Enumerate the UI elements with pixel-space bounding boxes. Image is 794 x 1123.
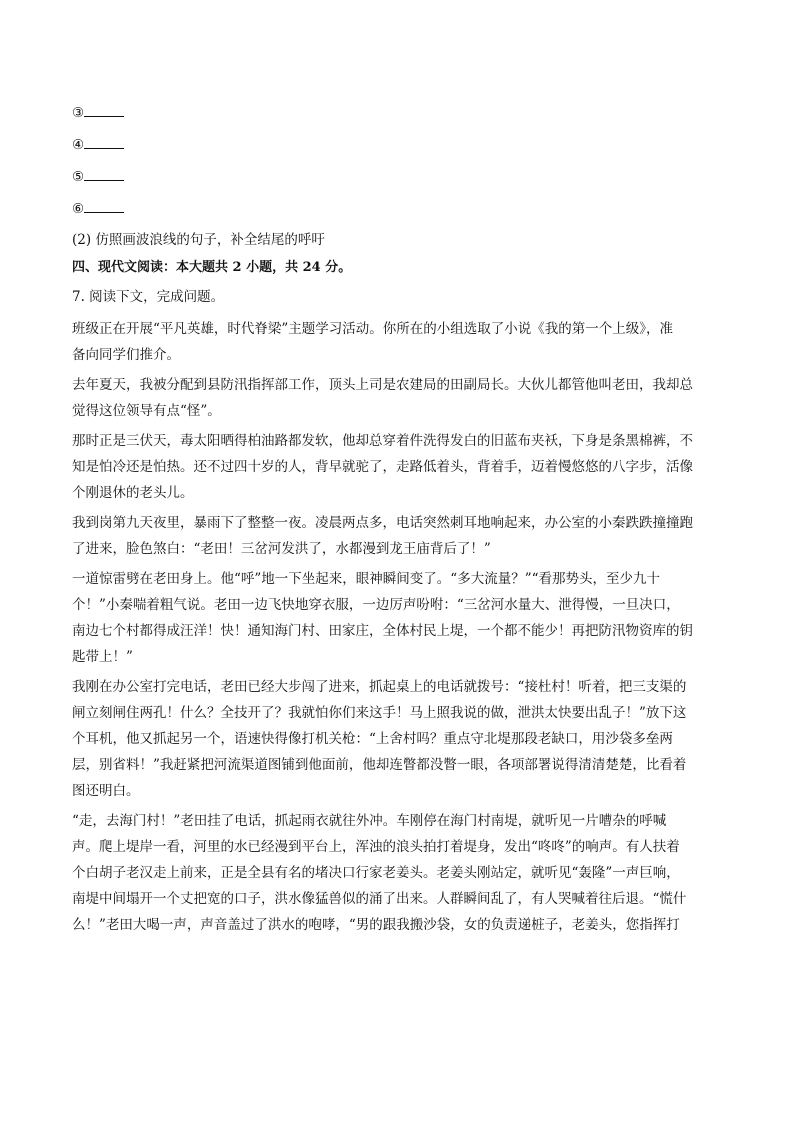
paragraph-line: 个刚退休的老头儿。 <box>72 485 194 501</box>
paragraph-line: 个！”小秦喘着粗气说。老田一边飞快地穿衣服，一边厉声吩咐：“三岔河水量大、泄得慢，一旦决口， <box>72 597 680 613</box>
answer-blank-4[interactable] <box>72 135 722 154</box>
answer-marker: ⑤ <box>72 169 85 185</box>
paragraph <box>72 674 722 804</box>
paragraph-line: 图还明白。 <box>72 783 140 799</box>
paragraph-line: 去年夏天，我被分配到县防汛指挥部工作，顶头上司是农建局的田副局长。大伙儿都管他叫老田，我却总 <box>72 377 693 393</box>
paragraph-line: 我到岗第九天夜里，暴雨下了整整一夜。凌晨两点多，电话突然刺耳地响起来，办公室的小秦跌跌撞撞跑 <box>72 515 693 531</box>
paragraph <box>72 510 722 562</box>
paragraph-line: 那时正是三伏天，毒太阳晒得柏油路都发软，他却总穿着件洗得发白的旧蓝布夹袄，下身是条黑棉裤，不 <box>72 433 693 449</box>
answer-blank-5[interactable] <box>72 167 722 186</box>
answer-underline[interactable] <box>84 103 124 117</box>
answer-underline[interactable] <box>84 135 124 149</box>
paragraph <box>72 372 722 424</box>
paragraph-line: 闸立刻闸住两孔！什么？全技开了？我就怕你们来这手！马上照我说的做，泄洪太快要出乱子！”放下这 <box>72 705 687 721</box>
paragraph-line: “走，去海门村！”老田挂了电话，抓起雨衣就往外冲。车刚停在海门村南堤，就听见一片嘈杂的呼喊 <box>72 813 667 829</box>
passage <box>72 316 722 938</box>
paragraph-line: 了进来，脸色煞白：“老田！三岔河发洪了，水都漫到龙王庙背后了！” <box>72 541 491 557</box>
paragraph-line: 匙带上！” <box>72 649 133 665</box>
paragraph-line: 一道惊雷劈在老田身上。他“呼”地一下坐起来，眼神瞬间变了。“多大流量？”“看那势头，至少九十 <box>72 571 661 587</box>
paragraph-line: 个耳机，他又抓起另一个，语速快得像打机关枪：“上舍村吗？重点守北堤那段老缺口，用沙袋多垒两 <box>72 731 673 747</box>
paragraph-line: 么！”老田大喝一声，声音盖过了洪水的咆哮，“男的跟我搬沙袋，女的负责递桩子，老姜头，您指挥打 <box>72 917 680 933</box>
answer-marker: ④ <box>72 137 85 153</box>
answer-marker: ③ <box>72 105 85 121</box>
paragraph <box>72 316 722 368</box>
paragraph-line: 声。爬上堤岸一看，河里的水已经漫到平台上，浑浊的浪头拍打着堤身，发出“咚咚”的响声。有人扶着 <box>72 839 680 855</box>
document-page <box>72 103 722 938</box>
paragraph <box>72 808 722 938</box>
paragraph-line: 觉得这位领导有点“怪”。 <box>72 403 221 419</box>
section-heading: 四、现代文阅读：本大题共 2 小题，共 24 分。 <box>72 260 352 275</box>
answer-blank-3[interactable] <box>72 103 722 122</box>
answer-blank-6[interactable] <box>72 199 722 218</box>
paragraph-line: 层，别省料！”我赶紧把河流渠道图铺到他面前，他却连瞥都没瞥一眼，各项部署说得清清楚楚，比看着 <box>72 757 687 773</box>
paragraph-line: 个白胡子老汉走上前来，正是全县有名的堵决口行家老姜头。老姜头刚站定，就听见“轰隆”一声巨响， <box>72 865 680 881</box>
answer-underline[interactable] <box>84 167 124 181</box>
paragraph-line: 备向同学们推介。 <box>72 347 180 363</box>
paragraph-line: 南堤中间塌开一个丈把宽的口子，洪水像猛兽似的涌了出来。人群瞬间乱了，有人哭喊着往后退。“慌什 <box>72 891 687 907</box>
paragraph-line: 班级正在开展“平凡英雄，时代脊梁”主题学习活动。你所在的小组选取了小说《我的第一个上级》，准 <box>72 321 674 337</box>
paragraph <box>72 566 722 670</box>
answer-underline[interactable] <box>84 199 124 213</box>
paragraph <box>72 428 722 506</box>
paragraph-line: 我刚在办公室打完电话，老田已经大步闯了进来，抓起桌上的电话就拨号：“接杜村！听着，把三支渠的 <box>72 679 687 695</box>
question-2: (2) 仿照画波浪线的句子，补全结尾的呼吁 <box>72 232 325 248</box>
answer-marker: ⑥ <box>72 201 85 217</box>
paragraph-line: 南边七个村都得成汪洋！快！通知海门村、田家庄，全体村民上堤，一个都不能少！再把防汛物资库的钥 <box>72 623 693 639</box>
paragraph-line: 知是怕冷还是怕热。还不过四十岁的人，背早就驼了，走路低着头，背着手，迈着慢悠悠的八字步，活像 <box>72 459 693 475</box>
reading-prompt: 7. 阅读下文，完成问题。 <box>72 289 225 305</box>
